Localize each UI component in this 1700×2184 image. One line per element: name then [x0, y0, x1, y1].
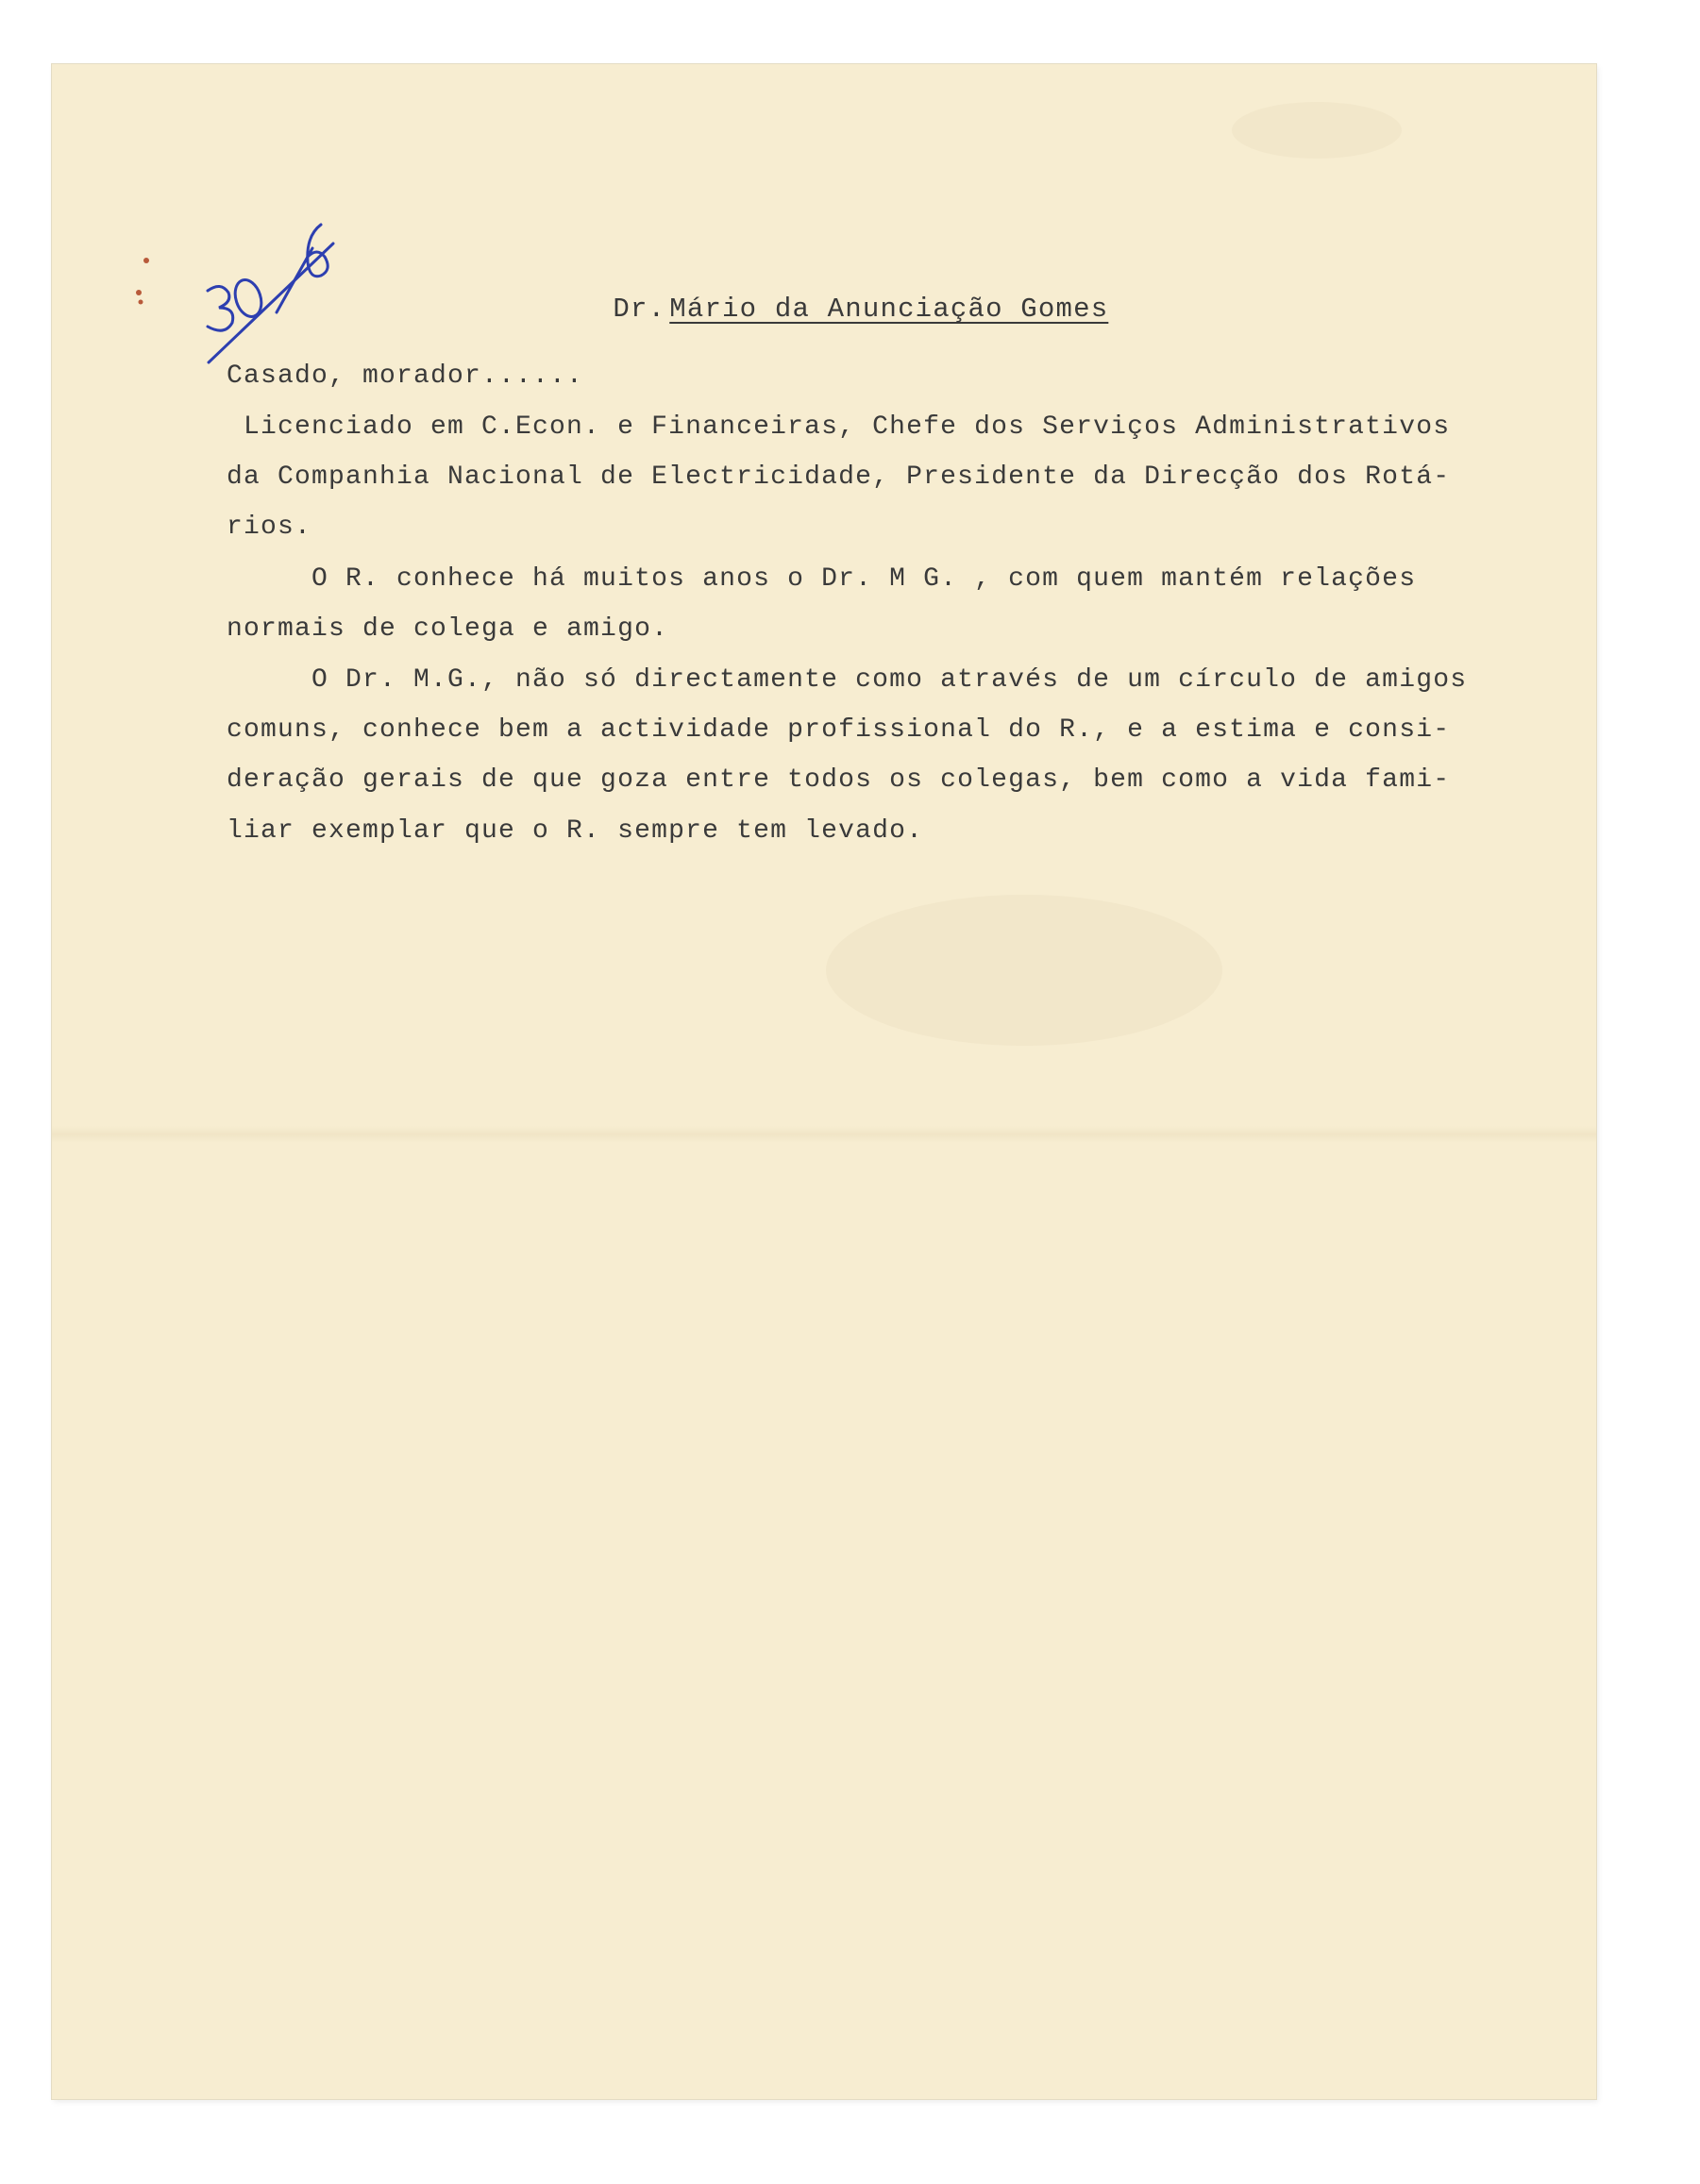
paper-fold-line	[52, 1126, 1596, 1143]
body-line-7: O Dr. M.G., não só directamente como através de um círculo de amigos	[227, 665, 1468, 695]
body-line-4: rios.	[227, 512, 312, 542]
handwritten-number	[127, 187, 354, 385]
body-line-5: O R. conhece há muitos anos o Dr. M G. , com quem mantém relações	[227, 564, 1417, 594]
handwritten-number-drawing	[127, 187, 354, 385]
body-line-10: liar exemplar que o R. sempre tem levado.	[227, 816, 924, 846]
body-line-3: da Companhia Nacional de Electricidade, Presidente da Direcção dos Rotá-	[227, 462, 1451, 492]
body-line-9: deração gerais de que goza entre todos os colegas, bem como a vida fami-	[227, 765, 1451, 795]
paper-stain	[826, 895, 1222, 1046]
page-title	[543, 262, 1108, 356]
title-name: Mário da Anunciação Gomes	[669, 294, 1109, 325]
body-line-6: normais de colega e amigo.	[227, 614, 669, 644]
body-line-1: Casado, morador......	[227, 361, 584, 391]
body-line-8: comuns, conhece bem a actividade profissional do R., e a estima e consi-	[227, 715, 1451, 745]
body-line-2: Licenciado em C.Econ. e Financeiras, Chefe dos Serviços Administrativos	[227, 412, 1451, 442]
title-prefix: Dr.	[613, 294, 666, 325]
paper-stain	[1232, 102, 1402, 159]
